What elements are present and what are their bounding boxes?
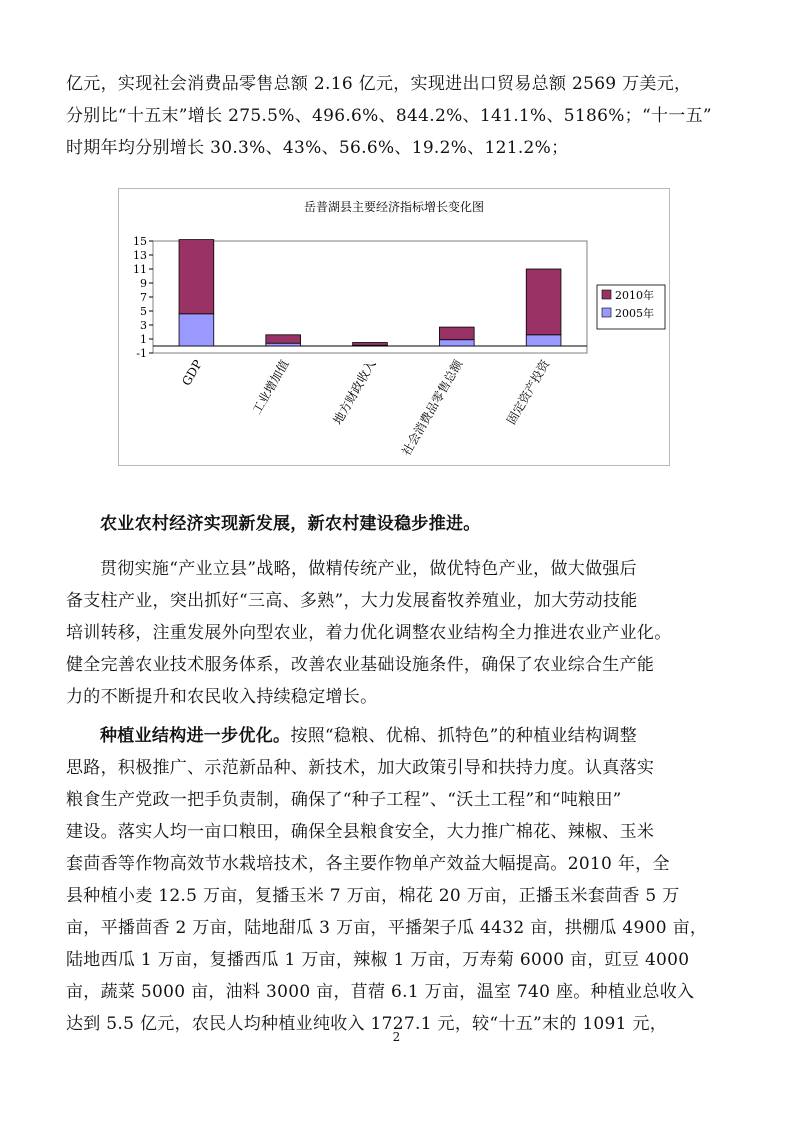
bar-segment [266,343,301,346]
y-tick-label: 9 [140,277,147,290]
y-tick-label: 3 [140,319,147,332]
text-line: 套茴香等作物高效节水栽培技术，各主要作物单产效益大幅提高。2010 年，全 [66,854,670,874]
text-line: 分别比“十五末”增长 275.5%、496.6%、844.2%、141.1%、5186%；“十一五” [66,106,712,126]
economic-indicators-chart [118,188,670,466]
x-tick-label: GDP [179,357,205,389]
chart-canvas [119,189,669,465]
text-line: 粮食生产党政一把手负责制，确保了“种子工程”、“沃土工程”和“吨粮田” [66,790,622,810]
intro-paragraph [66,68,726,164]
section-lead: 种植业结构进一步优化。 [100,726,291,746]
text-line: 健全完善农业技术服务体系，改善农业基础设施条件，确保了农业综合生产能 [66,655,655,675]
plot-area [153,241,587,353]
bar-segment [179,314,214,346]
legend-label: 2010年 [615,289,654,302]
text-line: 备支柱产业，突出抓好“三高、多熟”，大力发展畜牧养殖业，加大劳动技能 [66,591,638,611]
y-tick-label: 13 [133,249,147,262]
bar-segment [439,340,474,346]
bar-segment [266,335,301,343]
text-line: 建设。落实人均一亩口粮田，确保全县粮食安全，大力推广棉花、辣椒、玉米 [66,822,655,842]
y-tick-label: -1 [136,347,147,360]
x-tick-label: 地方财政收入 [330,357,379,427]
text-line: 亿元，实现社会消费品零售总额 2.16 亿元，实现进出口贸易总额 2569 万美元， [66,74,692,94]
text-line: 力的不断提升和农民收入持续稳定增长。 [66,687,378,707]
text-line: 县种植小麦 12.5 万亩，复播玉米 7 万亩，棉花 20 万亩，正播玉米套茴香 5 万 [66,886,680,906]
section1-heading [66,508,726,540]
text-line: 亩，蔬菜 5000 亩，油料 3000 亩，苜蓿 6.1 万亩，温室 740 座。种植业总收入 [66,982,695,1002]
y-tick-label: 11 [133,263,147,276]
bar-segment [526,335,561,346]
y-tick-label: 5 [140,305,147,318]
legend-swatch [602,308,611,317]
legend-label: 2005年 [615,307,654,320]
page-number: 2 [392,1030,401,1044]
x-tick-label: 固定资产投资 [504,357,553,427]
chart-title: 岳普湖县主要经济指标增长变化图 [303,200,485,214]
bar-segment [179,240,214,314]
x-tick-label: 工业增加值 [249,357,292,417]
text-line: 时期年均分别增长 30.3%、43%、56.6%、19.2%、121.2%； [66,138,569,158]
bar-segment [353,343,388,346]
x-tick-label: 社会消费品零售总额 [399,357,466,459]
section-lead-rest: 按照“稳粮、优棉、抓特色”的种植业结构调整 [290,726,637,746]
y-tick-label: 1 [140,333,147,346]
text-line: 陆地西瓜 1 万亩，复播西瓜 1 万亩，辣椒 1 万亩，万寿菊 6000 亩，豇豆 4000 [66,950,690,970]
bar-segment [439,327,474,340]
text-line: 思路，积极推广、示范新品种、新技术，加大政策引导和扶持力度。认真落实 [66,758,655,778]
legend-swatch [602,290,611,299]
text-line: 培训转移，注重发展外向型农业，着力优化调整农业结构全力推进农业产业化。 [66,623,672,643]
section-heading: 农业农村经济实现新发展，新农村建设稳步推进。 [100,514,481,534]
section2-paragraph [66,720,726,1040]
text-line: 亩，平播茴香 2 万亩，陆地甜瓜 3 万亩，平播架子瓜 4432 亩，拱棚瓜 4900 亩， [66,918,708,938]
y-tick-label: 15 [133,235,147,248]
text-line: 贯彻实施“产业立县”战略，做精传统产业，做优特色产业，做大做强后 [100,559,637,579]
section1-paragraph [66,553,726,713]
text-line: 达到 5.5 亿元，农民人均种植业纯收入 1727.1 元，较“十五”末的 1091 元， [66,1014,668,1034]
y-tick-label: 7 [140,291,147,304]
text-line [66,720,726,752]
bar-segment [526,269,561,335]
